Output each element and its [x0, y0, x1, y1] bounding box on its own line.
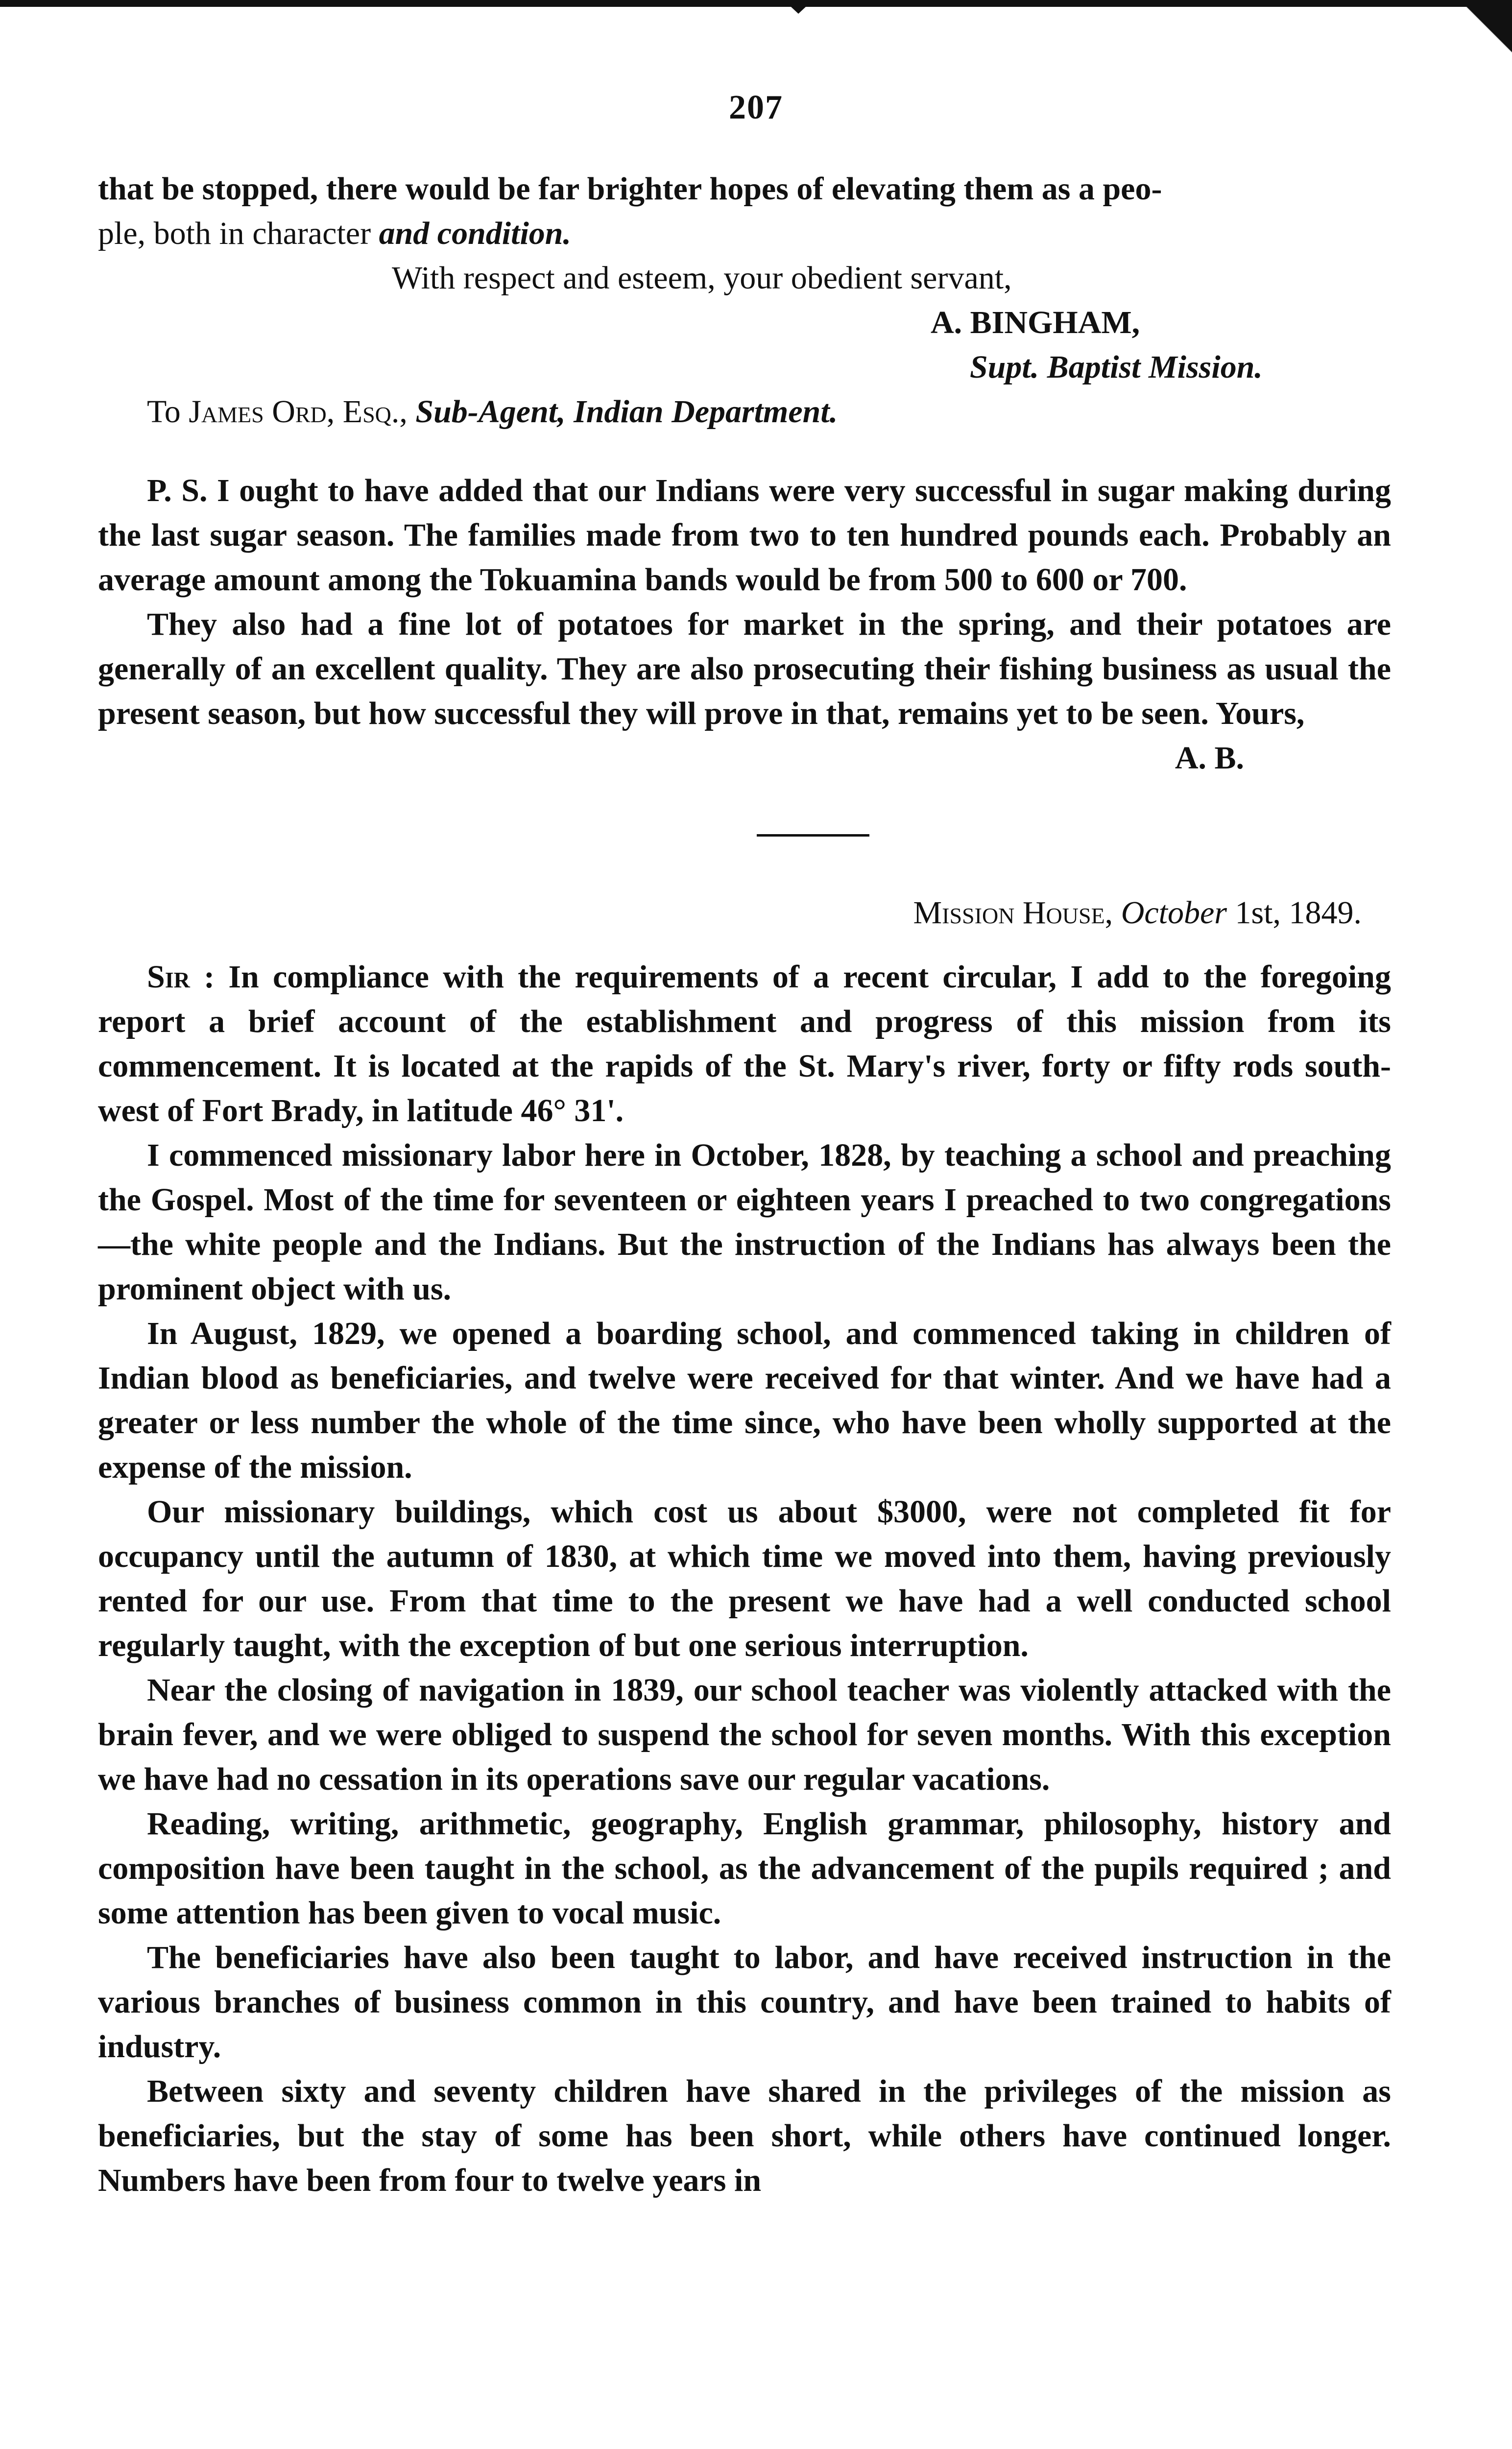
dateline-day: 1st — [1235, 895, 1273, 931]
addressee-role: Sub-Agent, Indian Department. — [407, 394, 838, 430]
letter2-paragraph: In August, 1829, we opened a boarding school, and commenced taking in children of Indian blood as beneficiaries, and twelve were received for that winter. And we have had a greater or less number the whole of the time since, who have been wholly supported at the expense of the mission. — [98, 1316, 1391, 1485]
letter2-paragraph: Reading, writing, arithmetic, geography, English grammar, philosophy, history and composition have been taught in the school, as the advancement of the pupils required ; and some attention has been given to vocal music. — [98, 1806, 1391, 1931]
addressee-prefix: To — [147, 394, 189, 430]
top-border-rule — [0, 0, 1512, 7]
opening-line-a: that be stopped, there would be far brighter hopes of elevating them as a peo- — [98, 171, 1162, 207]
letter-2 — [98, 890, 1391, 2203]
page-corner-shadow — [1453, 0, 1512, 59]
postscript-initials: A. B. — [1175, 740, 1244, 776]
addressee-name: James Ord, Esq., — [189, 394, 408, 430]
letter2-paragraph: Our missionary buildings, which cost us about $3000, were not completed fit for occupancy until the autumn of 1830, at which time we moved into them, having previously rented for our use. From that time to the present we have had a well conducted school regularly taught, with the exception of but one serious interruption. — [98, 1494, 1391, 1663]
letter2-dateline — [98, 890, 1391, 935]
page-number: 207 — [729, 89, 783, 126]
letter2-paragraph: Between sixty and seventy children have shared in the privileges of the mission as beneficiaries, but the stay of some has been short, while others have continued longer. Numbers have been from four to twelve years in — [98, 2073, 1391, 2198]
letter1-opening-line — [98, 167, 1391, 256]
letter1-signature-name: A. BINGHAM, — [931, 305, 1140, 340]
postscript-paragraph-1: P. S. I ought to have added that our Indians were very successful in sugar making during the last sugar season. The families made from two to ten hundred pounds each. Probably an average amount among the Tokuamina bands would be from 500 to 600 or 700. — [98, 473, 1391, 598]
page-body — [98, 167, 1391, 2203]
section-divider — [757, 834, 869, 837]
letter1-closing: With respect and esteem, your obedient servant, — [392, 260, 1012, 296]
dateline-month: October — [1113, 895, 1235, 931]
letter1-addressee — [98, 389, 1391, 434]
letter2-paragraph: The beneficiaries have also been taught to labor, and have received instruction in the various branches of business common in this country, and have been trained to habits of industry. — [98, 1940, 1391, 2065]
spacer — [98, 935, 1391, 955]
letter-1 — [98, 167, 1391, 780]
opening-line-b-emphasis: and condition. — [379, 216, 572, 251]
paragraph-text: In compliance with the requirements of a recent circular, I add to the foregoing report a brief account of the establishment and progress of this mission from its commencement. It is located at the rapids of the St. Mary's river, forty or fifty rods south-west of Fort Brady, in latitude 46° 31'. — [98, 959, 1391, 1128]
letter2-paragraph: I commenced missionary labor here in October, 1828, by teaching a school and preaching the Gospel. Most of the time for seventeen or eighteen years I preached to two congregations—the white people and the Indians. But the instruction of the Indians has always been the prominent object with us. — [98, 1137, 1391, 1307]
top-border-notch — [784, 0, 813, 14]
letter1-signature-title: Supt. Baptist Mission. — [970, 349, 1263, 385]
letter2-paragraph — [98, 955, 1391, 1133]
dateline-year: , 1849. — [1272, 895, 1362, 931]
dateline-place: Mission House, — [913, 895, 1113, 931]
spacer — [98, 434, 1391, 468]
opening-line-b: ple, both in character — [98, 216, 379, 251]
salutation: Sir : — [147, 959, 215, 995]
letter2-paragraph: Near the closing of navigation in 1839, our school teacher was violently attacked with the brain fever, and we were obliged to suspend the school for seven months. With this exception we have had no cessation in its operations save our regular vacations. — [98, 1672, 1391, 1797]
postscript-paragraph-2: They also had a fine lot of potatoes for market in the spring, and their potatoes are generally of an excellent quality. They are also prosecuting their fishing business as usual the present season, but how successful they will prove in that, remains yet to be seen. Yours, — [98, 606, 1391, 731]
